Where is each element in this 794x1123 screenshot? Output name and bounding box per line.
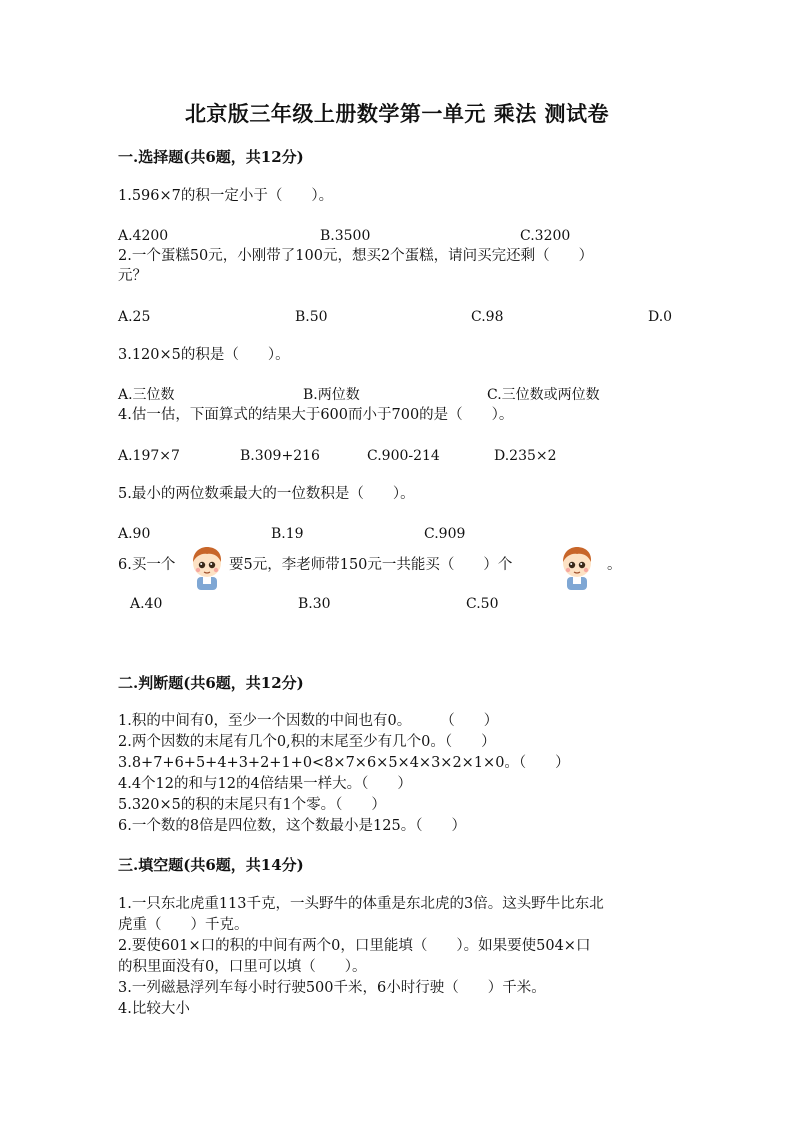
- q1-option-b: B.3500: [320, 228, 371, 244]
- q4-option-c: C.900-214: [367, 448, 440, 464]
- question-4-stem: 4.估一估，下面算式的结果大于600而小于700的是（ ）。: [118, 407, 514, 423]
- judge-item-6: 6.一个数的8倍是四位数，这个数最小是125。（ ）: [118, 818, 466, 834]
- question-6-stem-b: 要5元，李老师带150元一共能买（ ）个: [229, 557, 513, 573]
- question-1-stem: 1.596×7的积一定小于（ ）。: [118, 188, 334, 204]
- section-heading-judge: 二.判断题(共6题，共12分): [118, 674, 304, 692]
- q3-option-a: A.三位数: [118, 387, 175, 403]
- fill-item-1: 1.一只东北虎重113千克，一头野牛的体重是东北虎的3倍。这头野牛比东北: [118, 896, 604, 912]
- fill-item-4: 4.比较大小: [118, 1001, 190, 1017]
- cartoon-boy-icon: [188, 544, 226, 592]
- q2-option-c: C.98: [471, 309, 504, 325]
- question-6-stem-c: 。: [607, 557, 622, 573]
- judge-item-5: 5.320×5的积的末尾只有1个零。（ ）: [118, 797, 386, 813]
- section-heading-choice: 一.选择题(共6题，共12分): [118, 148, 304, 166]
- fill-item-2-cont: 的积里面没有0，口里可以填（ ）。: [118, 959, 367, 975]
- q3-option-c: C.三位数或两位数: [487, 387, 600, 403]
- fill-item-1-cont: 虎重（ ）千克。: [118, 917, 249, 933]
- q6-option-a: A.40: [130, 596, 163, 612]
- page-title: 北京版三年级上册数学第一单元 乘法 测试卷: [184, 101, 610, 126]
- section-heading-fill: 三.填空题(共6题，共14分): [118, 856, 304, 874]
- question-3-stem: 3.120×5的积是（ ）。: [118, 347, 290, 363]
- judge-item-4: 4.4个12的和与12的4倍结果一样大。（ ）: [118, 776, 412, 792]
- q6-option-c: C.50: [466, 596, 499, 612]
- q5-option-c: C.909: [424, 526, 466, 542]
- q4-option-b: B.309+216: [240, 448, 320, 464]
- q5-option-b: B.19: [271, 526, 304, 542]
- judge-item-2: 2.两个因数的末尾有几个0,积的末尾至少有几个0。（ ）: [118, 734, 496, 750]
- q5-option-a: A.90: [118, 526, 151, 542]
- q1-option-c: C.3200: [520, 228, 571, 244]
- q1-option-a: A.4200: [118, 228, 169, 244]
- q3-option-b: B.两位数: [303, 387, 360, 403]
- question-6-stem-a: 6.买一个: [118, 557, 176, 573]
- fill-item-2: 2.要使601×口的积的中间有两个0，口里能填（ ）。如果要使504×口: [118, 938, 591, 954]
- q2-option-b: B.50: [295, 309, 328, 325]
- q4-option-d: D.235×2: [494, 448, 557, 464]
- judge-item-1: 1.积的中间有0，至少一个因数的中间也有0。 （ ）: [118, 713, 499, 729]
- judge-item-3: 3.8+7+6+5+4+3+2+1+0<8×7×6×5×4×3×2×1×0。（ ）: [118, 755, 570, 771]
- q4-option-a: A.197×7: [118, 448, 180, 464]
- q2-option-a: A.25: [118, 309, 151, 325]
- q6-option-b: B.30: [298, 596, 331, 612]
- q2-option-d: D.0: [648, 309, 673, 325]
- question-2-stem: 2.一个蛋糕50元，小刚带了100元，想买2个蛋糕，请问买完还剩（ ）: [118, 248, 594, 264]
- question-2-stem-cont: 元？: [118, 268, 147, 284]
- fill-item-3: 3.一列磁悬浮列车每小时行驶500千米，6小时行驶（ ）千米。: [118, 980, 546, 996]
- cartoon-boy-icon: [558, 544, 596, 592]
- question-5-stem: 5.最小的两位数乘最大的一位数积是（ ）。: [118, 486, 415, 502]
